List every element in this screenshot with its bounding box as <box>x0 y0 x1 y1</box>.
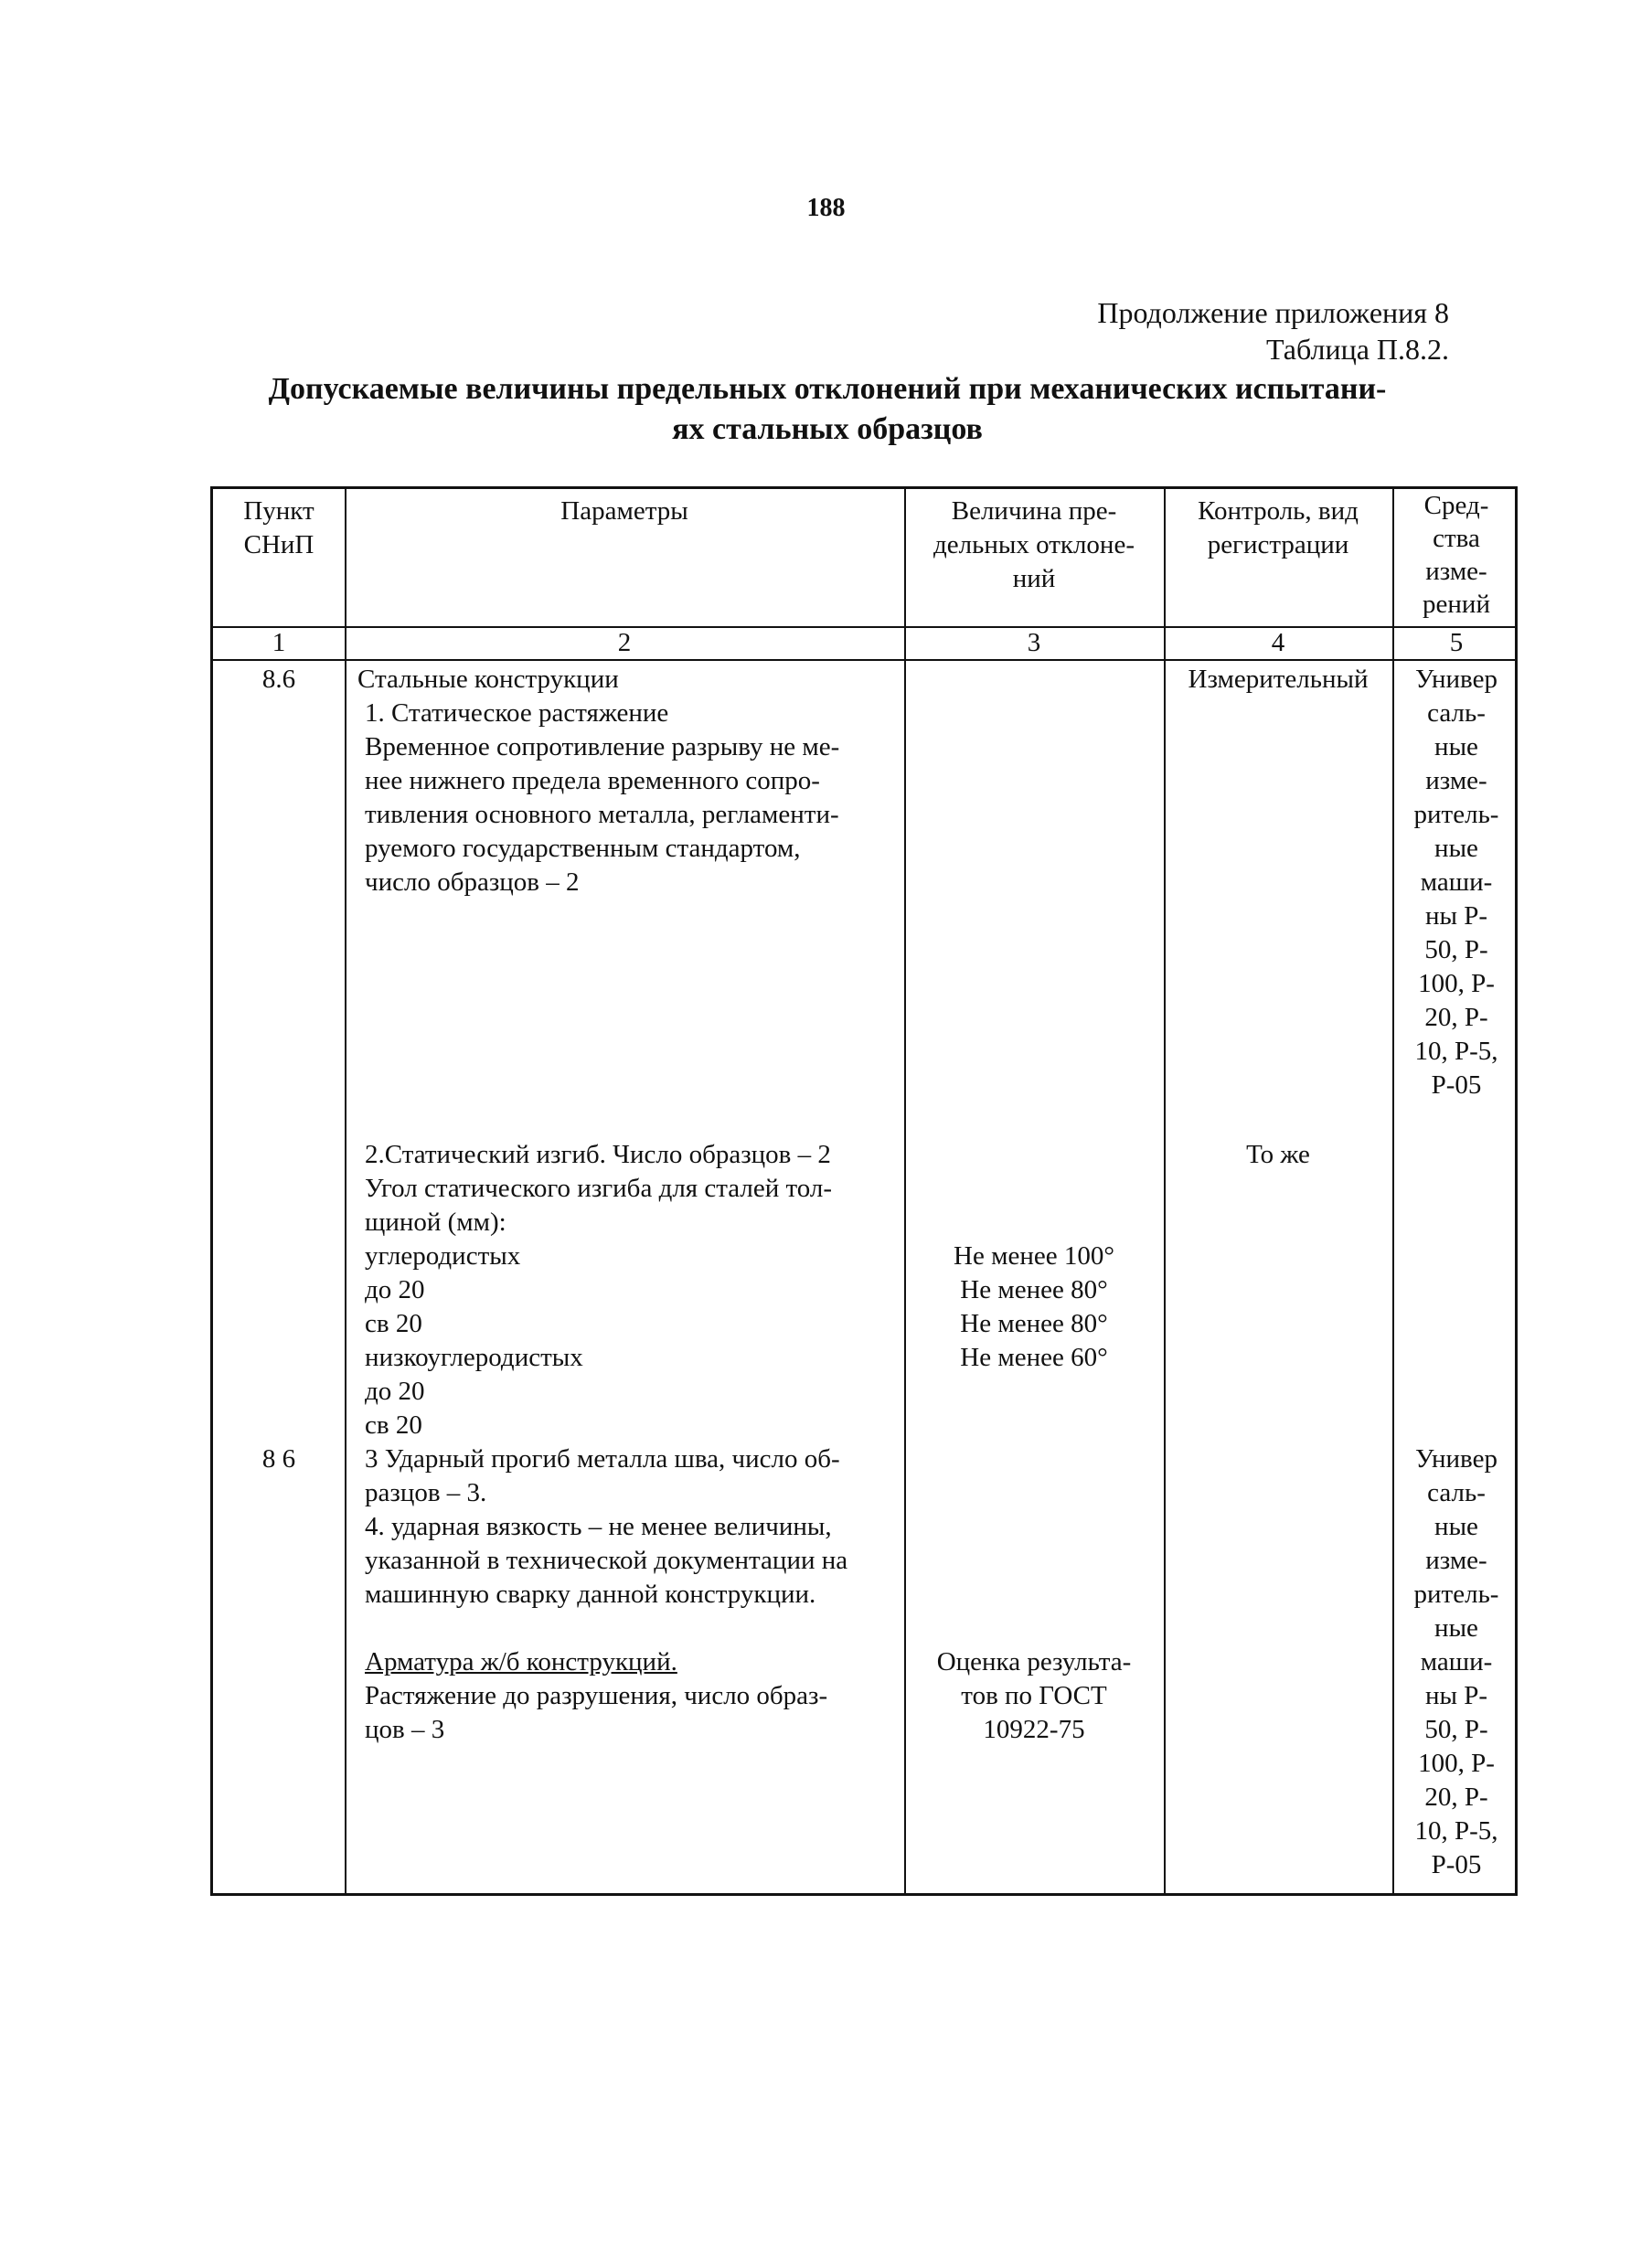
param-line: нее нижнего предела временного сопро- <box>365 766 820 795</box>
header-means <box>1392 489 1520 621</box>
header-deviation <box>904 495 1164 596</box>
column-number: 5 <box>1449 628 1464 657</box>
means-line: 20, Р- <box>1424 1003 1488 1032</box>
means-line: саль- <box>1427 1478 1486 1507</box>
means-line: Р-05 <box>1431 1850 1482 1879</box>
section-title: Стальные конструкции <box>357 665 619 694</box>
block1-means <box>1392 663 1520 1102</box>
snip-point: 8 6 <box>261 1444 296 1474</box>
param-line: низкоуглеродистых <box>365 1343 583 1372</box>
deviation-value: Не менее 80° <box>960 1275 1108 1304</box>
param-line: 1. Статическое растяжение <box>365 698 669 728</box>
means-line: саль- <box>1427 698 1486 728</box>
header-parameters <box>345 495 904 528</box>
spacer <box>365 1612 904 1645</box>
column-number: 1 <box>272 628 286 657</box>
title-line-2: ях стальных образцов <box>672 412 983 446</box>
page-number: 188 <box>806 194 846 222</box>
param-line: число образцов – 2 <box>365 867 580 897</box>
means-line: Универ <box>1415 665 1497 694</box>
param-line: руемого государственным стандартом, <box>365 834 801 863</box>
param-line: 3 Ударный прогиб металла шва, число об- <box>365 1444 840 1474</box>
control-same: То же <box>1246 1140 1310 1169</box>
header-text: ний <box>1012 564 1056 593</box>
document-title <box>210 369 1444 450</box>
column-number: 2 <box>617 628 632 657</box>
param-line: цов – 3 <box>365 1715 445 1744</box>
param-line: до 20 <box>365 1377 425 1406</box>
header-text: СНиП <box>243 530 314 559</box>
means-line: ные <box>1434 834 1478 863</box>
means-line: ные <box>1434 1613 1478 1643</box>
param-line: св 20 <box>365 1309 422 1338</box>
block2-parameters <box>365 1138 904 1442</box>
header-text: изме- <box>1425 557 1487 586</box>
control-type: Измерительный <box>1188 665 1369 694</box>
title-line-1: Допускаемые величины предельных отклонений при механических испытани- <box>268 372 1387 406</box>
means-line: ные <box>1434 732 1478 761</box>
means-line: маши- <box>1420 1647 1493 1676</box>
table-divider <box>1164 489 1166 1893</box>
column-number: 3 <box>1027 628 1041 657</box>
header-text: Пункт <box>243 496 314 526</box>
header-text: дельных отклоне- <box>933 530 1135 559</box>
table-id: Таблица П.8.2. <box>1266 333 1449 366</box>
assessment-line: тов по ГОСТ <box>961 1681 1107 1710</box>
block2-values <box>904 1240 1164 1375</box>
means-line: ны Р- <box>1424 901 1488 931</box>
header-text: регистрации <box>1207 530 1349 559</box>
assessment-line: Оценка результа- <box>936 1647 1132 1676</box>
param-line: св 20 <box>365 1410 422 1440</box>
header-text: ства <box>1433 524 1480 553</box>
header-control <box>1164 495 1392 562</box>
block1-parameters <box>228 663 904 899</box>
means-line: 50, Р- <box>1424 935 1488 964</box>
header-text: Параметры <box>560 496 688 526</box>
deviations-table <box>210 486 1518 1896</box>
means-line: 20, Р- <box>1424 1783 1488 1812</box>
means-line: маши- <box>1420 867 1493 897</box>
continuation-label: Продолжение приложения 8 <box>1097 296 1449 329</box>
block3-means <box>1392 1442 1520 1882</box>
param-line: Угол статического изгиба для сталей тол- <box>365 1174 833 1203</box>
column-number: 4 <box>1271 628 1285 657</box>
snip-point: 8.6 <box>261 665 296 694</box>
deviation-value: Не менее 60° <box>960 1343 1108 1372</box>
param-line: Временное сопротивление разрыву не ме- <box>365 732 840 761</box>
means-line: Р-05 <box>1431 1070 1482 1100</box>
means-line: Универ <box>1415 1444 1497 1474</box>
param-line: указанной в технической документации на <box>365 1546 848 1575</box>
means-line: 50, Р- <box>1424 1715 1488 1744</box>
param-line: тивления основного металла, регламенти- <box>365 800 839 829</box>
param-line: углеродистых <box>365 1241 521 1271</box>
param-line: 4. ударная вязкость – не менее величины, <box>365 1512 832 1541</box>
header-text: рений <box>1423 590 1490 619</box>
header-text: Сред- <box>1423 491 1489 520</box>
deviation-value: Не менее 100° <box>954 1241 1114 1271</box>
means-line: 100, Р- <box>1418 969 1495 998</box>
armature-title: Арматура ж/б конструкций. <box>365 1647 677 1676</box>
means-line: ритель- <box>1413 1580 1499 1609</box>
means-line: изме- <box>1425 1546 1487 1575</box>
means-line: ные <box>1434 1512 1478 1541</box>
param-line: машинную сварку данной конструкции. <box>365 1580 816 1609</box>
means-line: ны Р- <box>1424 1681 1488 1710</box>
param-line: до 20 <box>365 1275 425 1304</box>
header-point <box>213 495 345 562</box>
means-line: 100, Р- <box>1418 1749 1495 1778</box>
means-line: изме- <box>1425 766 1487 795</box>
block3-parameters <box>365 1442 904 1747</box>
means-line: 10, Р-5, <box>1414 1037 1498 1066</box>
param-line: разцов – 3. <box>365 1478 487 1507</box>
means-line: 10, Р-5, <box>1414 1816 1498 1846</box>
header-text: Величина пре- <box>951 496 1117 526</box>
deviation-value: Не менее 80° <box>960 1309 1108 1338</box>
param-line: Растяжение до разрушения, число образ- <box>365 1681 828 1710</box>
means-line: ритель- <box>1413 800 1499 829</box>
param-line: щиной (мм): <box>365 1208 506 1237</box>
param-line: 2.Статический изгиб. Число образцов – 2 <box>365 1140 831 1169</box>
assessment-line: 10922-75 <box>983 1715 1085 1744</box>
header-text: Контроль, вид <box>1198 496 1359 526</box>
assessment <box>904 1645 1164 1747</box>
